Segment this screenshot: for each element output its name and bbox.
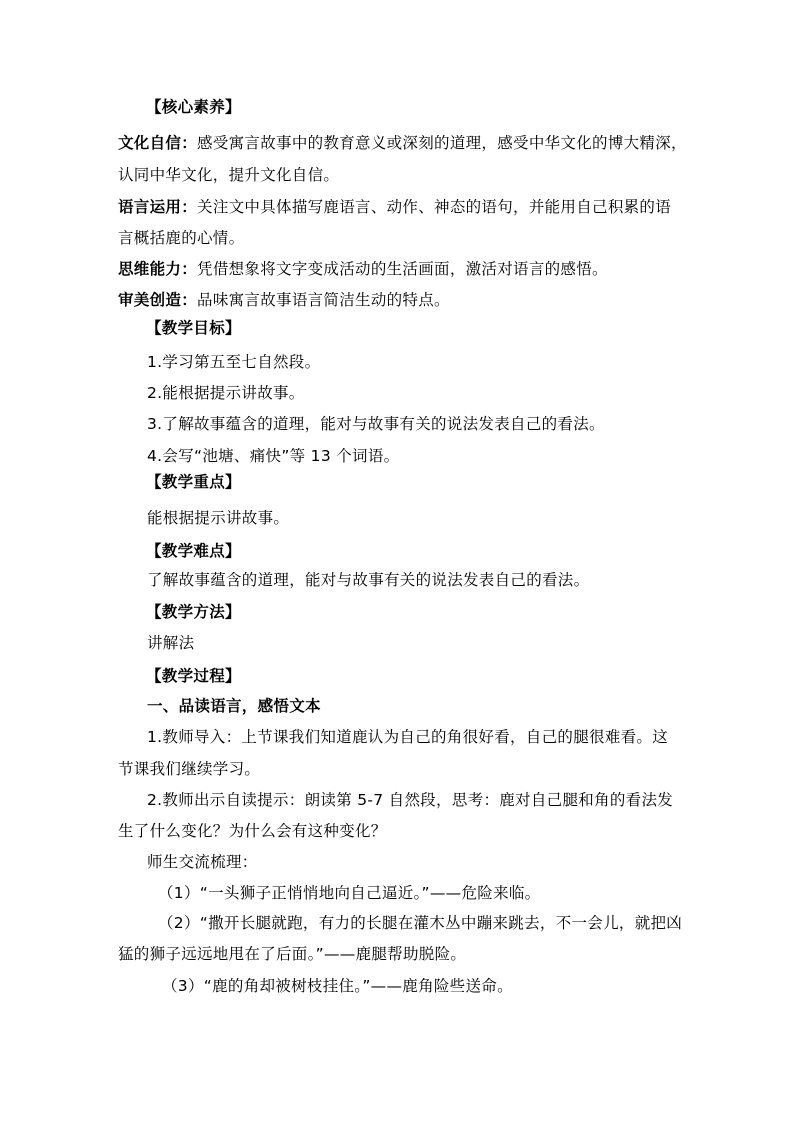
section-heading-core-literacy: 【核心素养】 — [146, 98, 241, 116]
difficulty-text: 了解故事蕴含的道理，能对与故事有关的说法发表自己的看法。 — [147, 571, 590, 589]
process-paragraph-1-line-2: 节课我们继续学习。 — [118, 760, 261, 778]
text-aesthetic: 品味寓言故事语言简洁生动的特点。 — [197, 291, 450, 309]
process-list-item: （1）“一头狮子正悄悄地向自己逼近。”——危险来临。 — [158, 884, 541, 902]
label-language: 语言运用： — [118, 198, 198, 216]
text-culture-2: 认同中华文化，提升文化自信。 — [118, 166, 340, 184]
section-heading-process: 【教学过程】 — [146, 667, 241, 685]
text-language-2: 言概括鹿的心情。 — [118, 229, 245, 247]
text-language-1: 关注文中具体描写鹿语言、动作、神态的语句，并能用自己积累的语 — [197, 198, 672, 216]
key-point-text: 能根据提示讲故事。 — [147, 509, 290, 527]
process-paragraph-2-line-1: 2.教师出示自读提示：朗读第 5-7 自然段，思考：鹿对自己腿和角的看法发 — [147, 791, 674, 809]
process-paragraph-1-line-1: 1.教师导入：上节课我们知道鹿认为自己的角很好看，自己的腿很难看。这 — [147, 728, 668, 746]
process-list-item-continued: 猛的狮子远远地甩在了后面。”——鹿腿帮助脱险。 — [118, 945, 467, 963]
goal-item: 1.学习第五至七自然段。 — [147, 353, 321, 371]
goal-item: 3.了解故事蕴含的道理，能对与故事有关的说法发表自己的看法。 — [147, 415, 605, 433]
label-aesthetic: 审美创造： — [118, 291, 198, 309]
text-culture-1: 感受寓言故事中的教育意义或深刻的道理，感受中华文化的博大精深， — [197, 134, 687, 152]
paragraph-aesthetic — [118, 290, 450, 310]
goal-item: 4.会写“池塘、痛快”等 13 个词语。 — [147, 447, 400, 465]
process-step-title: 一、品读语言，感悟文本 — [147, 697, 321, 715]
text-thinking: 凭借想象将文字变成活动的生活画面，激活对语言的感悟。 — [197, 260, 608, 278]
paragraph-language — [118, 197, 671, 217]
process-list-item: （3）“鹿的角却被树枝挂住。”——鹿角险些送命。 — [162, 977, 513, 995]
section-heading-difficulties: 【教学难点】 — [146, 542, 241, 560]
section-heading-key-points: 【教学重点】 — [146, 473, 241, 491]
label-culture: 文化自信： — [118, 134, 198, 152]
label-thinking: 思维能力： — [118, 260, 198, 278]
process-paragraph-2-line-2: 生了什么变化？为什么会有这种变化？ — [118, 822, 387, 840]
section-heading-methods: 【教学方法】 — [146, 603, 241, 621]
method-text: 讲解法 — [147, 634, 195, 652]
paragraph-culture — [118, 133, 687, 153]
paragraph-thinking — [118, 259, 608, 279]
section-heading-goals: 【教学目标】 — [146, 319, 241, 337]
goal-item: 2.能根据提示讲故事。 — [147, 384, 305, 402]
process-list-item: （2）“撒开长腿就跑，有力的长腿在灌木丛中蹦来跳去，不一会儿，就把凶 — [158, 914, 683, 932]
process-paragraph-3: 师生交流梳理： — [147, 853, 258, 871]
